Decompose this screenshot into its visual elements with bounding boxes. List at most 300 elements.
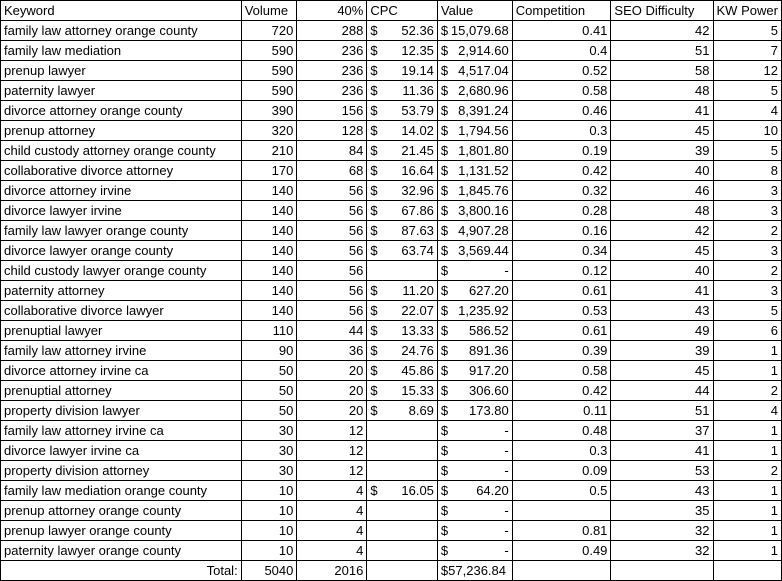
- keyword-cell[interactable]: family law mediation: [1, 41, 242, 61]
- total-value-amount: 57,236.84: [448, 563, 506, 578]
- cpc-cell-currency-symbol: $: [370, 223, 378, 238]
- competition-cell[interactable]: 0.34: [512, 241, 611, 261]
- pct-cell[interactable]: 128: [297, 121, 367, 141]
- pct-cell[interactable]: 4: [297, 481, 367, 501]
- seo-difficulty-cell[interactable]: 53: [611, 461, 713, 481]
- value-cell-currency-symbol: $: [440, 323, 449, 338]
- seo-difficulty-cell[interactable]: 32: [611, 521, 713, 541]
- competition-cell[interactable]: 0.52: [512, 61, 611, 81]
- cpc-cell-currency-symbol: $: [370, 343, 378, 358]
- volume-cell[interactable]: 90: [241, 341, 297, 361]
- header-pct[interactable]: 40%: [297, 1, 367, 21]
- total-row: [1, 561, 782, 581]
- competition-cell[interactable]: 0.09: [512, 461, 611, 481]
- total-pct-cell[interactable]: 2016: [297, 561, 367, 581]
- value-cell[interactable]: [437, 121, 512, 141]
- cpc-cell-currency-symbol: $: [370, 403, 378, 418]
- value-cell-amount: -: [504, 263, 509, 278]
- competition-cell[interactable]: 0.4: [512, 41, 611, 61]
- seo-difficulty-cell[interactable]: 41: [611, 101, 713, 121]
- cpc-cell-currency-symbol: $: [370, 123, 378, 138]
- pct-cell[interactable]: 44: [297, 321, 367, 341]
- kw-power-cell[interactable]: 1: [713, 441, 781, 461]
- table-row: [1, 41, 782, 61]
- cpc-cell[interactable]: [367, 101, 438, 121]
- pct-cell[interactable]: 20: [297, 361, 367, 381]
- competition-cell[interactable]: 0.3: [512, 441, 611, 461]
- volume-cell[interactable]: 140: [241, 181, 297, 201]
- cpc-cell-amount: 11.36: [402, 83, 434, 98]
- volume-cell[interactable]: 140: [241, 221, 297, 241]
- cpc-cell[interactable]: [367, 301, 438, 321]
- value-cell[interactable]: [437, 521, 512, 541]
- cpc-cell[interactable]: [367, 321, 438, 341]
- value-cell[interactable]: [437, 401, 512, 421]
- table-row: [1, 501, 782, 521]
- seo-difficulty-cell[interactable]: 37: [611, 421, 713, 441]
- value-cell[interactable]: [437, 501, 512, 521]
- header-volume[interactable]: Volume: [241, 1, 297, 21]
- kw-power-cell[interactable]: 1: [713, 521, 781, 541]
- table-row: [1, 301, 782, 321]
- table-row: [1, 441, 782, 461]
- value-cell-currency-symbol: $: [440, 303, 449, 318]
- table-row: [1, 541, 782, 561]
- value-cell-currency-symbol: $: [440, 83, 449, 98]
- volume-cell[interactable]: 170: [241, 161, 297, 181]
- competition-cell[interactable]: 0.19: [512, 141, 611, 161]
- value-cell-amount: 627.20: [468, 283, 509, 298]
- volume-cell[interactable]: 140: [241, 301, 297, 321]
- volume-cell[interactable]: 140: [241, 281, 297, 301]
- keyword-cell[interactable]: family law lawyer orange county: [1, 221, 242, 241]
- kw-power-cell[interactable]: 2: [713, 381, 781, 401]
- cpc-cell-currency-symbol: $: [370, 183, 378, 198]
- kw-power-cell[interactable]: 3: [713, 201, 781, 221]
- kw-power-cell[interactable]: 12: [713, 61, 781, 81]
- value-cell-amount: 2,914.60: [458, 43, 509, 58]
- value-cell[interactable]: [437, 101, 512, 121]
- header-value[interactable]: Value: [437, 1, 512, 21]
- competition-cell[interactable]: 0.42: [512, 161, 611, 181]
- keyword-cell[interactable]: collaborative divorce attorney: [1, 161, 242, 181]
- volume-cell[interactable]: 50: [241, 381, 297, 401]
- cpc-cell-currency-symbol: $: [370, 203, 378, 218]
- competition-cell[interactable]: 0.81: [512, 521, 611, 541]
- cpc-cell-amount: 13.33: [401, 323, 434, 338]
- pct-cell[interactable]: 56: [297, 181, 367, 201]
- competition-cell[interactable]: 0.5: [512, 481, 611, 501]
- pct-cell[interactable]: 56: [297, 221, 367, 241]
- total-seo-cell[interactable]: [611, 561, 713, 581]
- value-cell[interactable]: [437, 421, 512, 441]
- value-cell-currency-symbol: $: [440, 123, 449, 138]
- table-row: [1, 161, 782, 181]
- volume-cell[interactable]: 50: [241, 401, 297, 421]
- seo-difficulty-cell[interactable]: 43: [611, 301, 713, 321]
- seo-difficulty-cell[interactable]: 49: [611, 321, 713, 341]
- cpc-cell[interactable]: [367, 81, 438, 101]
- header-keyword[interactable]: Keyword: [1, 1, 242, 21]
- seo-difficulty-cell[interactable]: 39: [611, 141, 713, 161]
- value-cell[interactable]: [437, 281, 512, 301]
- value-cell[interactable]: [437, 341, 512, 361]
- keyword-cell[interactable]: family law attorney orange county: [1, 21, 242, 41]
- seo-difficulty-cell[interactable]: 41: [611, 441, 713, 461]
- value-cell[interactable]: [437, 201, 512, 221]
- table-row: [1, 181, 782, 201]
- seo-difficulty-cell[interactable]: 42: [611, 221, 713, 241]
- keyword-cell[interactable]: child custody lawyer orange county: [1, 261, 242, 281]
- value-cell-currency-symbol: $: [440, 543, 449, 558]
- cpc-cell-currency-symbol: $: [370, 143, 378, 158]
- value-cell-amount: 891.36: [468, 343, 509, 358]
- volume-cell[interactable]: 720: [241, 21, 297, 41]
- cpc-cell-amount: 45.86: [401, 363, 434, 378]
- volume-cell[interactable]: 50: [241, 361, 297, 381]
- cpc-cell[interactable]: [367, 541, 438, 561]
- volume-cell[interactable]: 140: [241, 261, 297, 281]
- value-cell[interactable]: [437, 181, 512, 201]
- cpc-cell[interactable]: [367, 121, 438, 141]
- cpc-cell-currency-symbol: $: [370, 383, 378, 398]
- volume-cell[interactable]: 10: [241, 501, 297, 521]
- value-cell-currency-symbol: $: [440, 503, 449, 518]
- pct-cell[interactable]: 12: [297, 461, 367, 481]
- cpc-cell-currency-symbol: $: [370, 163, 378, 178]
- keyword-cell[interactable]: family law attorney irvine ca: [1, 421, 242, 441]
- keyword-cell[interactable]: divorce attorney orange county: [1, 101, 242, 121]
- kw-power-cell[interactable]: 4: [713, 101, 781, 121]
- keyword-cell[interactable]: family law attorney irvine: [1, 341, 242, 361]
- competition-cell[interactable]: 0.61: [512, 281, 611, 301]
- cpc-cell[interactable]: [367, 461, 438, 481]
- kw-power-cell[interactable]: 5: [713, 81, 781, 101]
- value-cell[interactable]: [437, 41, 512, 61]
- seo-difficulty-cell[interactable]: 45: [611, 361, 713, 381]
- value-cell[interactable]: [437, 461, 512, 481]
- keyword-cell[interactable]: paternity attorney: [1, 281, 242, 301]
- volume-cell[interactable]: 390: [241, 101, 297, 121]
- seo-difficulty-cell[interactable]: 32: [611, 541, 713, 561]
- pct-cell[interactable]: 36: [297, 341, 367, 361]
- header-seo-difficulty[interactable]: SEO Difficulty: [611, 1, 713, 21]
- kw-power-cell[interactable]: 1: [713, 421, 781, 441]
- competition-cell[interactable]: 0.28: [512, 201, 611, 221]
- value-cell[interactable]: [437, 161, 512, 181]
- cpc-cell[interactable]: [367, 501, 438, 521]
- table-row: [1, 81, 782, 101]
- keyword-cell[interactable]: property division attorney: [1, 461, 242, 481]
- seo-difficulty-cell[interactable]: 48: [611, 201, 713, 221]
- keyword-cell[interactable]: prenup attorney: [1, 121, 242, 141]
- cpc-cell-currency-symbol: $: [370, 363, 378, 378]
- kw-power-cell[interactable]: 1: [713, 541, 781, 561]
- table-row: [1, 361, 782, 381]
- value-cell-currency-symbol: $: [440, 103, 449, 118]
- seo-difficulty-cell[interactable]: 51: [611, 401, 713, 421]
- seo-difficulty-cell[interactable]: 35: [611, 501, 713, 521]
- pct-cell[interactable]: 56: [297, 301, 367, 321]
- value-cell[interactable]: [437, 141, 512, 161]
- cpc-cell[interactable]: [367, 341, 438, 361]
- volume-cell[interactable]: 10: [241, 521, 297, 541]
- value-cell-currency-symbol: $: [440, 443, 449, 458]
- kw-power-cell[interactable]: 5: [713, 21, 781, 41]
- cpc-cell[interactable]: [367, 441, 438, 461]
- header-row: [1, 1, 782, 21]
- keyword-cell[interactable]: family law mediation orange county: [1, 481, 242, 501]
- cpc-cell[interactable]: [367, 141, 438, 161]
- value-cell-amount: 917.20: [468, 363, 509, 378]
- cpc-cell-currency-symbol: $: [370, 63, 378, 78]
- kw-power-cell[interactable]: 3: [713, 281, 781, 301]
- value-cell-amount: 3,569.44: [458, 243, 509, 258]
- keyword-cell[interactable]: paternity lawyer: [1, 81, 242, 101]
- value-cell-amount: 8,391.24: [458, 103, 509, 118]
- table-row: [1, 261, 782, 281]
- value-cell[interactable]: [437, 361, 512, 381]
- value-cell[interactable]: [437, 261, 512, 281]
- table-row: [1, 221, 782, 241]
- value-cell[interactable]: [437, 301, 512, 321]
- keyword-cell[interactable]: divorce lawyer irvine: [1, 201, 242, 221]
- value-cell-currency-symbol: $: [440, 363, 449, 378]
- cpc-cell[interactable]: [367, 201, 438, 221]
- cpc-cell[interactable]: [367, 241, 438, 261]
- cpc-cell[interactable]: [367, 221, 438, 241]
- value-cell-currency-symbol: $: [440, 23, 449, 38]
- value-cell-amount: 1,801.80: [458, 143, 509, 158]
- total-competition-cell[interactable]: [512, 561, 611, 581]
- pct-cell[interactable]: 236: [297, 81, 367, 101]
- seo-difficulty-cell[interactable]: 40: [611, 261, 713, 281]
- value-cell-currency-symbol: $: [440, 463, 449, 478]
- table-row: [1, 141, 782, 161]
- kw-power-cell[interactable]: 2: [713, 261, 781, 281]
- pct-cell[interactable]: 56: [297, 281, 367, 301]
- cpc-cell[interactable]: [367, 281, 438, 301]
- pct-cell[interactable]: 84: [297, 141, 367, 161]
- value-cell-currency-symbol: $: [440, 343, 449, 358]
- keyword-cell[interactable]: property division lawyer: [1, 401, 242, 421]
- keyword-cell[interactable]: divorce lawyer orange county: [1, 241, 242, 261]
- cpc-cell[interactable]: [367, 361, 438, 381]
- seo-difficulty-cell[interactable]: 41: [611, 281, 713, 301]
- cpc-cell-amount: 53.79: [401, 103, 434, 118]
- kw-power-cell[interactable]: 1: [713, 361, 781, 381]
- keyword-cell[interactable]: prenup lawyer: [1, 61, 242, 81]
- seo-difficulty-cell[interactable]: 51: [611, 41, 713, 61]
- volume-cell[interactable]: 140: [241, 241, 297, 261]
- volume-cell[interactable]: 10: [241, 481, 297, 501]
- seo-difficulty-cell[interactable]: 45: [611, 121, 713, 141]
- kw-power-cell[interactable]: 6: [713, 321, 781, 341]
- volume-cell[interactable]: 590: [241, 41, 297, 61]
- kw-power-cell[interactable]: 1: [713, 501, 781, 521]
- cpc-cell-amount: 32.96: [401, 183, 434, 198]
- seo-difficulty-cell[interactable]: 44: [611, 381, 713, 401]
- cpc-cell[interactable]: [367, 401, 438, 421]
- cpc-cell[interactable]: [367, 381, 438, 401]
- pct-cell[interactable]: 4: [297, 541, 367, 561]
- competition-cell[interactable]: 0.48: [512, 421, 611, 441]
- volume-cell[interactable]: 590: [241, 81, 297, 101]
- cpc-cell-amount: 24.76: [401, 343, 434, 358]
- cpc-cell[interactable]: [367, 161, 438, 181]
- volume-cell[interactable]: 320: [241, 121, 297, 141]
- kw-power-cell[interactable]: 3: [713, 241, 781, 261]
- header-competition[interactable]: Competition: [512, 1, 611, 21]
- value-cell-currency-symbol: $: [440, 423, 449, 438]
- value-cell-amount: 306.60: [468, 383, 509, 398]
- value-cell-amount: 586.52: [468, 323, 509, 338]
- value-cell[interactable]: [437, 61, 512, 81]
- competition-cell[interactable]: 0.53: [512, 301, 611, 321]
- volume-cell[interactable]: 110: [241, 321, 297, 341]
- total-kw-cell[interactable]: [713, 561, 781, 581]
- seo-difficulty-cell[interactable]: 43: [611, 481, 713, 501]
- cpc-cell[interactable]: [367, 481, 438, 501]
- kw-power-cell[interactable]: 4: [713, 401, 781, 421]
- seo-difficulty-cell[interactable]: 39: [611, 341, 713, 361]
- pct-cell[interactable]: 20: [297, 401, 367, 421]
- competition-cell[interactable]: 0.39: [512, 341, 611, 361]
- competition-cell[interactable]: 0.58: [512, 81, 611, 101]
- cpc-cell-currency-symbol: $: [370, 103, 378, 118]
- keyword-cell[interactable]: prenup attorney orange county: [1, 501, 242, 521]
- pct-cell[interactable]: 236: [297, 41, 367, 61]
- value-cell[interactable]: [437, 21, 512, 41]
- competition-cell[interactable]: 0.16: [512, 221, 611, 241]
- keyword-cell[interactable]: divorce lawyer irvine ca: [1, 441, 242, 461]
- keyword-cell[interactable]: divorce attorney irvine: [1, 181, 242, 201]
- cpc-cell[interactable]: [367, 181, 438, 201]
- value-cell[interactable]: [437, 81, 512, 101]
- competition-cell[interactable]: [512, 501, 611, 521]
- value-cell[interactable]: [437, 381, 512, 401]
- header-cpc[interactable]: CPC: [367, 1, 438, 21]
- value-cell-amount: 1,794.56: [458, 123, 509, 138]
- competition-cell[interactable]: 0.42: [512, 381, 611, 401]
- keyword-cell[interactable]: prenuptial lawyer: [1, 321, 242, 341]
- seo-difficulty-cell[interactable]: 46: [611, 181, 713, 201]
- cpc-cell-amount: 16.64: [401, 163, 434, 178]
- cpc-cell-amount: 22.07: [401, 303, 434, 318]
- competition-cell[interactable]: 0.12: [512, 261, 611, 281]
- kw-power-cell[interactable]: 1: [713, 341, 781, 361]
- cpc-cell[interactable]: [367, 61, 438, 81]
- total-volume-cell[interactable]: 5040: [241, 561, 297, 581]
- competition-cell[interactable]: 0.41: [512, 21, 611, 41]
- pct-cell[interactable]: 12: [297, 421, 367, 441]
- value-cell-amount: 4,517.04: [458, 63, 509, 78]
- value-cell[interactable]: [437, 221, 512, 241]
- competition-cell[interactable]: 0.11: [512, 401, 611, 421]
- pct-cell[interactable]: 56: [297, 201, 367, 221]
- cpc-cell[interactable]: [367, 421, 438, 441]
- seo-difficulty-cell[interactable]: 42: [611, 21, 713, 41]
- competition-cell[interactable]: 0.49: [512, 541, 611, 561]
- value-cell[interactable]: [437, 541, 512, 561]
- value-cell[interactable]: [437, 481, 512, 501]
- competition-cell[interactable]: 0.58: [512, 361, 611, 381]
- kw-power-cell[interactable]: 1: [713, 481, 781, 501]
- value-cell-currency-symbol: $: [440, 63, 449, 78]
- pct-cell[interactable]: 56: [297, 261, 367, 281]
- volume-cell[interactable]: 140: [241, 201, 297, 221]
- volume-cell[interactable]: 10: [241, 541, 297, 561]
- value-cell[interactable]: [437, 321, 512, 341]
- competition-cell[interactable]: 0.61: [512, 321, 611, 341]
- total-label-cell[interactable]: Total:: [1, 561, 242, 581]
- volume-cell[interactable]: 210: [241, 141, 297, 161]
- value-cell-currency-symbol: $: [440, 523, 449, 538]
- seo-difficulty-cell[interactable]: 58: [611, 61, 713, 81]
- kw-power-cell[interactable]: 8: [713, 161, 781, 181]
- competition-cell[interactable]: 0.46: [512, 101, 611, 121]
- total-value-cell[interactable]: [437, 561, 512, 581]
- keyword-cell[interactable]: child custody attorney orange county: [1, 141, 242, 161]
- seo-difficulty-cell[interactable]: 48: [611, 81, 713, 101]
- kw-power-cell[interactable]: 3: [713, 181, 781, 201]
- cpc-cell[interactable]: [367, 521, 438, 541]
- table-row: [1, 321, 782, 341]
- pct-cell[interactable]: 56: [297, 241, 367, 261]
- kw-power-cell[interactable]: 5: [713, 301, 781, 321]
- cpc-cell[interactable]: [367, 261, 438, 281]
- pct-cell[interactable]: 20: [297, 381, 367, 401]
- volume-cell[interactable]: 30: [241, 441, 297, 461]
- kw-power-cell[interactable]: 10: [713, 121, 781, 141]
- kw-power-cell[interactable]: 5: [713, 141, 781, 161]
- volume-cell[interactable]: 30: [241, 461, 297, 481]
- volume-cell[interactable]: 590: [241, 61, 297, 81]
- cpc-cell-amount: 8.69: [408, 403, 434, 418]
- cpc-cell[interactable]: [367, 41, 438, 61]
- cpc-cell-amount: 67.86: [401, 203, 434, 218]
- table-row: [1, 381, 782, 401]
- volume-cell[interactable]: 30: [241, 421, 297, 441]
- pct-cell[interactable]: 156: [297, 101, 367, 121]
- kw-power-cell[interactable]: 7: [713, 41, 781, 61]
- seo-difficulty-cell[interactable]: 40: [611, 161, 713, 181]
- value-cell[interactable]: [437, 241, 512, 261]
- total-cpc-cell[interactable]: [367, 561, 438, 581]
- value-cell[interactable]: [437, 441, 512, 461]
- competition-cell[interactable]: 0.32: [512, 181, 611, 201]
- pct-cell[interactable]: 68: [297, 161, 367, 181]
- pct-cell[interactable]: 12: [297, 441, 367, 461]
- pct-cell[interactable]: 4: [297, 501, 367, 521]
- kw-power-cell[interactable]: 2: [713, 221, 781, 241]
- kw-power-cell[interactable]: 2: [713, 461, 781, 481]
- pct-cell[interactable]: 236: [297, 61, 367, 81]
- pct-cell[interactable]: 288: [297, 21, 367, 41]
- seo-difficulty-cell[interactable]: 45: [611, 241, 713, 261]
- value-cell-currency-symbol: $: [440, 383, 449, 398]
- value-cell-amount: -: [504, 523, 509, 538]
- pct-cell[interactable]: 4: [297, 521, 367, 541]
- cpc-cell[interactable]: [367, 21, 438, 41]
- keyword-cell[interactable]: prenuptial attorney: [1, 381, 242, 401]
- keyword-cell[interactable]: prenup lawyer orange county: [1, 521, 242, 541]
- competition-cell[interactable]: 0.3: [512, 121, 611, 141]
- header-kw-power[interactable]: KW Power: [713, 1, 781, 21]
- keyword-cell[interactable]: divorce attorney irvine ca: [1, 361, 242, 381]
- keyword-cell[interactable]: collaborative divorce lawyer: [1, 301, 242, 321]
- keyword-cell[interactable]: paternity lawyer orange county: [1, 541, 242, 561]
